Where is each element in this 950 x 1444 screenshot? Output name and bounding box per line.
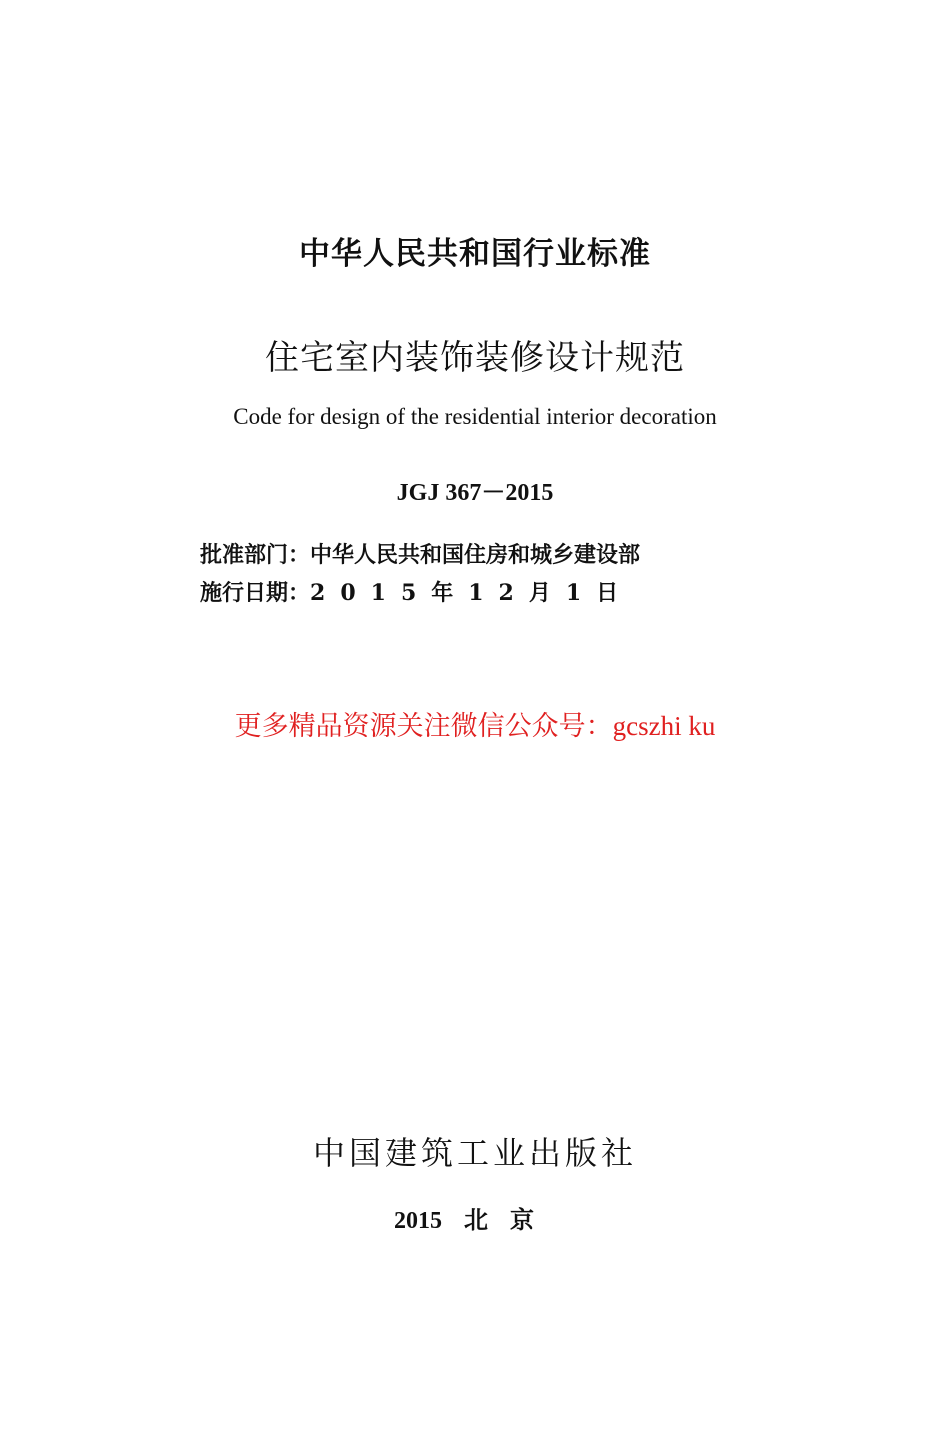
imprint-city: 北京 bbox=[464, 1205, 556, 1234]
promo-text: 更多精品资源关注微信公众号： bbox=[234, 711, 613, 742]
effective-value: 2015年12月1日 bbox=[310, 580, 634, 606]
approval-label: 批准部门： bbox=[200, 542, 311, 568]
document-title-chinese: 住宅室内装饰装修设计规范 bbox=[265, 338, 685, 378]
promo-account: gcszhi ku bbox=[612, 711, 716, 741]
document-title-english: Code for design of the residential interior decoration bbox=[233, 404, 717, 429]
publisher-name: 中国建筑工业出版社 bbox=[312, 1134, 637, 1172]
promo-notice bbox=[0, 704, 950, 743]
imprint bbox=[0, 1200, 950, 1235]
imprint-year: 2015 bbox=[394, 1208, 442, 1234]
effective-label: 施行日期： bbox=[200, 580, 311, 606]
standard-code: JGJ 367－2015 bbox=[396, 480, 554, 506]
approval-value: 中华人民共和国住房和城乡建设部 bbox=[310, 542, 641, 568]
effective-date bbox=[200, 576, 633, 607]
approval-department bbox=[200, 538, 640, 569]
standard-series: 中华人民共和国行业标准 bbox=[299, 236, 651, 272]
